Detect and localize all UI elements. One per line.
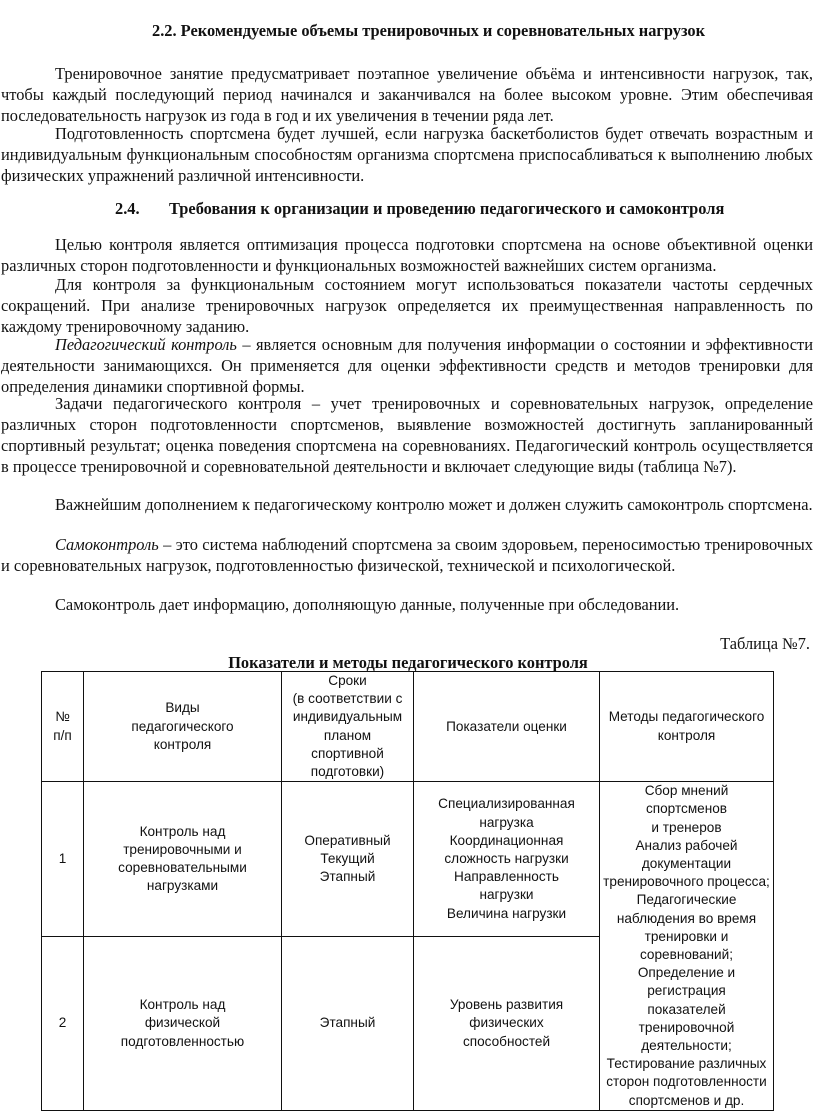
control-methods-table (41, 671, 774, 1111)
cell-line: показателей тренировочной (638, 1001, 735, 1035)
table-caption: Таблица №7. (720, 634, 810, 653)
cell-line: Этапный (319, 1015, 376, 1031)
cell-line: Величина нагрузки (446, 905, 567, 921)
cell-line: нагрузками (146, 878, 219, 894)
row2-kind (84, 937, 282, 1111)
cell-line: Уровень развития (449, 997, 564, 1013)
section-heading-2-4: Требования к организации и проведению педагогического и самоконтроля (169, 199, 725, 218)
table-header-row (42, 672, 774, 782)
cell-line: Методы педагогического (608, 709, 765, 725)
cell-line: тренировки и (644, 928, 729, 944)
cell-line: документации (641, 856, 732, 872)
cell-line: сложность нагрузки (444, 851, 569, 867)
cell-line: Текущий (320, 851, 375, 867)
cell-line: планом (323, 727, 372, 743)
row2-terms (282, 937, 414, 1111)
row2-indicators (414, 937, 600, 1111)
pedagogical-control-definition: – является основным для получения информации о состоянии и эффективности деятельности занимающихся. Он применяется для оценки эффективности средств и методов тренировки для определения динамики спортивной формы. (1, 335, 813, 396)
header-num (42, 672, 84, 782)
cell-line: контроля (657, 727, 716, 743)
cell-line: физических (469, 1015, 544, 1031)
cell-line: Показатели оценки (446, 718, 567, 734)
methods-merged-cell (600, 782, 774, 1111)
cell-line: Специализированная (438, 796, 575, 812)
section-heading-2-2: 2.2. Рекомендуемые объемы тренировочных и соревновательных нагрузок (152, 21, 706, 40)
cell-line: контроля (153, 736, 212, 752)
cell-line: тренировочными и (123, 841, 242, 857)
paragraph-control-goal: Целью контроля является оптимизация процесса подготовки спортсмена на основе объективной оценки различных сторон подготовленности и функциональных возможностей важнейших систем организма. (1, 235, 813, 275)
cell-line: Этапный (319, 869, 376, 885)
cell-line: тренировочного процесса; (603, 874, 770, 890)
cell-line: Направленность (454, 869, 559, 885)
cell-line: спортивной (311, 745, 384, 761)
term-self-control: Самоконтроль (55, 535, 159, 554)
header-methods (600, 672, 774, 782)
cell-line: нагрузки (479, 887, 534, 903)
cell-line: Оперативный (304, 832, 391, 848)
cell-line: Анализ рабочей (635, 837, 738, 853)
cell-line: нагрузка (479, 814, 534, 830)
cell-line: Виды (165, 700, 200, 716)
paragraph-training-session: Тренировочное занятие предусматривает поэтапное увеличение объёма и интенсивности нагрузок, так, чтобы каждый последующий период начинался и заканчивался на более высоком уровне. Этим обеспечивая последовательность нагрузок из года в год и их увеличения в течении ряда лет. (1, 64, 813, 125)
term-pedagogical-control: Педагогический контроль (55, 335, 237, 354)
table-title: Показатели и методы педагогического контроля (228, 653, 588, 672)
cell-line: деятельности; (641, 1038, 732, 1054)
paragraph-preparedness: Подготовленность спортсмена будет лучшей, если нагрузка баскетболистов будет отвечать возрастным и индивидуальным функциональным способностям организма спортсмена приспосабливаться к выполнению любых физических упражнений различной интенсивности. (1, 124, 813, 185)
cell-line: физической (144, 1015, 221, 1031)
paragraph-pedagogical-control (1, 334, 813, 397)
cell-line: и тренеров (651, 819, 722, 835)
cell-line: Педагогические (636, 892, 737, 908)
cell-line: наблюдения во время (616, 910, 757, 926)
cell-line: соревновательными (118, 860, 247, 876)
cell-line: индивидуальным (292, 709, 403, 725)
paragraph-self-control (1, 534, 813, 576)
cell-line: подготовленностью (120, 1033, 245, 1049)
header-kinds (84, 672, 282, 782)
cell-line: (в соответствии с (292, 691, 403, 707)
paragraph-self-control-addition: Важнейшим дополнением к педагогическому контролю может и должен служить самоконтроль спортсмена. (55, 495, 813, 514)
cell-line: Координационная (449, 832, 564, 848)
row1-terms (282, 782, 414, 937)
cell-line: способностей (462, 1033, 551, 1049)
cell-line: подготовки) (310, 764, 385, 780)
cell-line: Тестирование различных (606, 1056, 767, 1072)
header-terms (282, 672, 414, 782)
table-row (42, 782, 774, 937)
cell-line: соревнований; (639, 947, 734, 963)
paragraph-self-control-info: Самоконтроль дает информацию, дополняющую данные, полученные при обследовании. (55, 595, 680, 614)
cell-line: № (55, 709, 70, 725)
paragraph-control-tasks: Задачи педагогического контроля – учет тренировочных и соревновательных нагрузок, определение различных сторон подготовленности спортсменов, выявление возможностей достигнуть запланированный спортивный результат; оценка поведения спортсмена на соревнованиях. Педагогический контроль осуществляется в процессе тренировочной и соревновательной деятельности и включает следующие виды (таблица №7). (1, 394, 813, 476)
cell-line: спортсменов и др. (628, 1092, 745, 1108)
cell-line: Сроки (328, 673, 367, 688)
cell-line: Контроль над (139, 997, 226, 1013)
section-number-2-4: 2.4. (115, 199, 140, 218)
row1-kind (84, 782, 282, 937)
cell-line: Контроль над (139, 823, 226, 839)
header-indicators (414, 672, 600, 782)
cell-line: Определение и регистрация (637, 965, 736, 999)
cell-line: педагогического (131, 718, 234, 734)
cell-line: Сбор мнений спортсменов (644, 783, 729, 817)
self-control-definition: – это система наблюдений спортсмена за своим здоровьем, переносимостью тренировочных и соревновательных нагрузок, подготовленностью физической, технической и психологической. (1, 535, 813, 575)
paragraph-functional-state: Для контроля за функциональным состоянием могут использоваться показатели частоты сердечных сокращений. При анализе тренировочных нагрузок определяется их преимущественная направленность по каждому тренировочному заданию. (1, 275, 813, 336)
cell-line: п/п (53, 727, 72, 743)
row2-num: 2 (42, 937, 84, 1111)
cell-line: сторон подготовленности (606, 1074, 767, 1090)
row1-indicators (414, 782, 600, 937)
row1-num: 1 (42, 782, 84, 937)
